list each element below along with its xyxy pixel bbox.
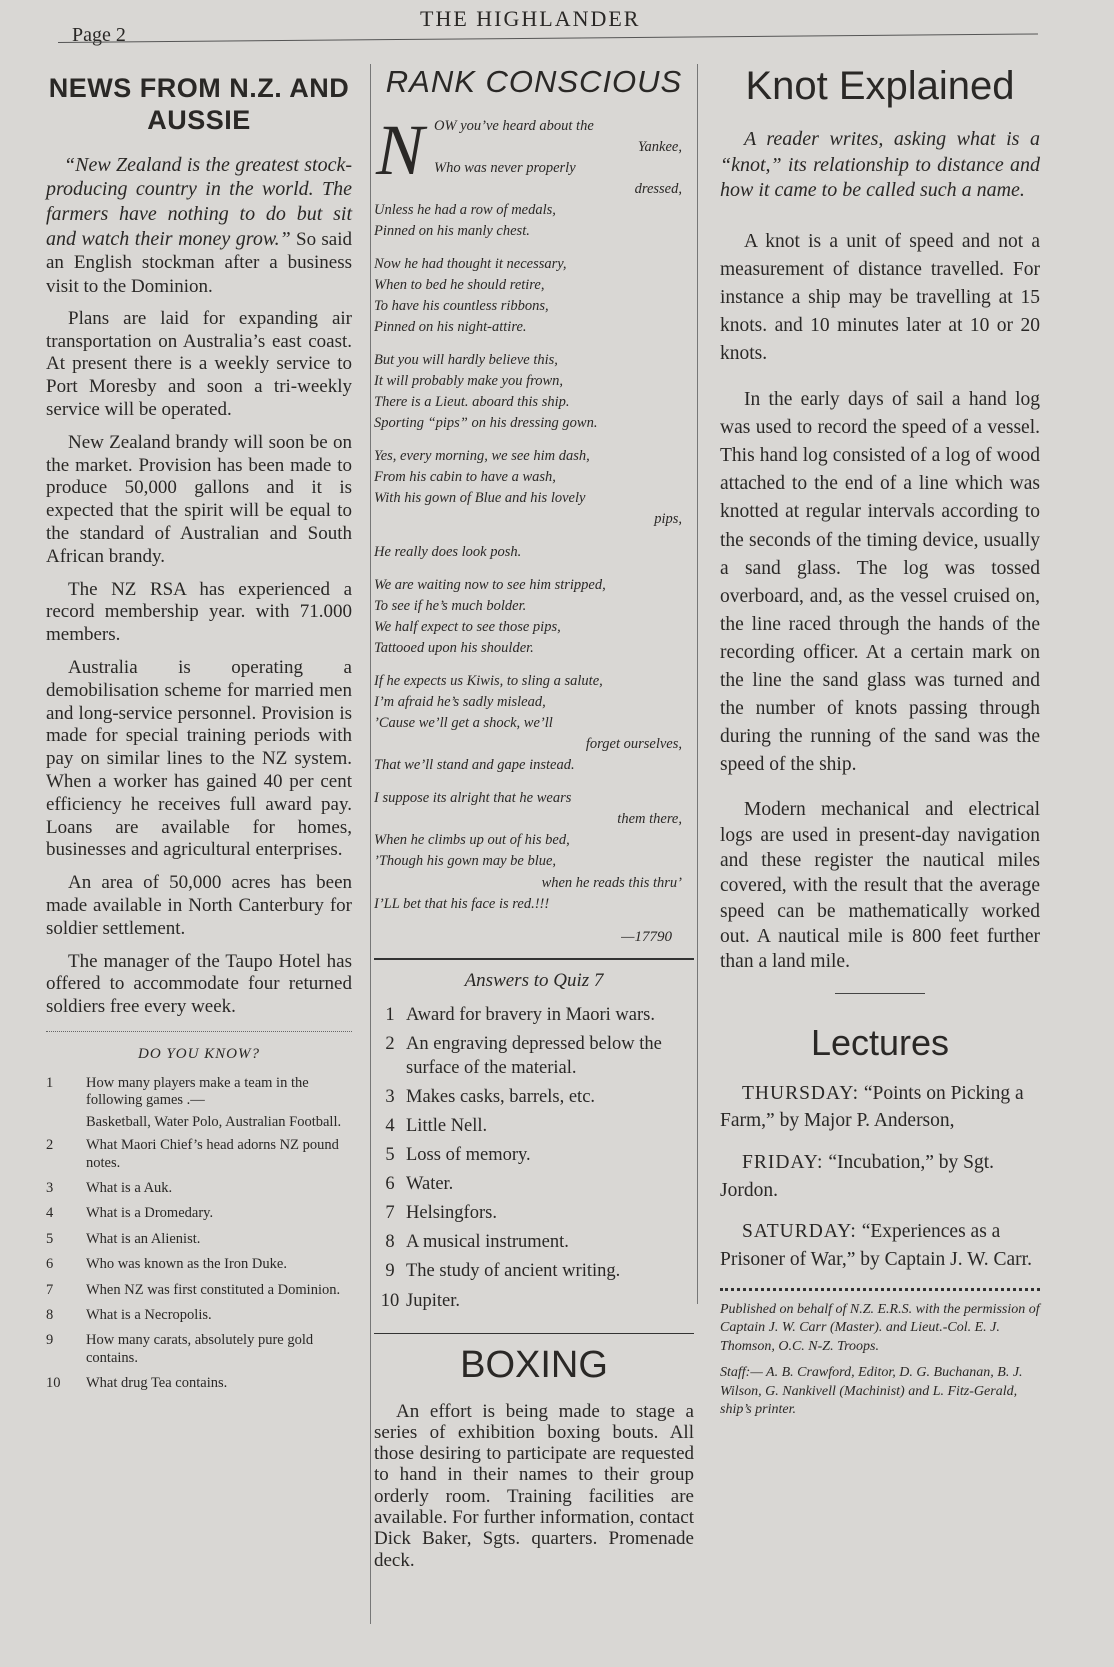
poem-line: We half expect to see those pips, xyxy=(374,619,561,636)
knot-paragraph: Modern mechanical and electrical logs are used in present-day navigation and these register the nautical miles covered, with the result that the average speed can be mathematically worked out. A nautical mile is 800 feet further than a land mile. xyxy=(720,799,1040,973)
poem-line: them there, xyxy=(617,811,682,828)
publisher-note: Published on behalf of N.Z. E.R.S. with the permission of Captain J. W. Carr (Master). and Lieut.-Col. E. J. Thomson, O.C. N-Z. Troops. xyxy=(720,1301,1040,1354)
poem-line: Sporting “pips” on his dressing gown. xyxy=(374,415,598,432)
poem-stanza xyxy=(374,671,694,776)
section-divider xyxy=(374,1333,694,1334)
lecture-day: THURSDAY: xyxy=(742,1082,860,1104)
news-lead-rest: So said an English stockman after a business visit to the Dominion. xyxy=(46,228,352,297)
list-item: 2 What Maori Chief’s head adorns NZ pound notes. xyxy=(46,1137,339,1171)
poem-line: dressed, xyxy=(634,181,682,198)
poem-line: We are waiting now to see him stripped, xyxy=(374,577,606,594)
poem-line: Now he had thought it necessary, xyxy=(374,256,567,273)
lecture-thursday xyxy=(720,1080,1040,1135)
poem-line: I’LL bet that his face is red.!!! xyxy=(374,895,550,912)
page-number: Page 2 xyxy=(72,24,126,46)
poem-line: Unless he had a row of medals, xyxy=(374,202,556,219)
lecture-day: SATURDAY: xyxy=(742,1221,857,1243)
poem-signature: —17790 xyxy=(621,928,672,945)
section-divider xyxy=(46,1031,352,1032)
news-headline: NEWS FROM N.Z. AND AUSSIE xyxy=(48,73,350,136)
list-item-subtext: Basketball, Water Polo, Australian Football. xyxy=(86,1113,342,1130)
list-item: 10 Jupiter. xyxy=(380,1290,460,1311)
newspaper-title: THE HIGHLANDER xyxy=(420,6,641,31)
list-item: 2 An engraving depressed below the surface of the material. xyxy=(385,1034,662,1078)
list-item: 3 What is a Auk. xyxy=(46,1179,173,1196)
poem-line: Pinned on his manly chest. xyxy=(374,223,530,240)
quiz-answers-list xyxy=(374,1004,694,1312)
poem-body xyxy=(374,110,694,948)
news-lead-quote: “New Zealand is the greatest stock-producing country in the world. The farmers have nothing to do but sit and watch their money grow.” xyxy=(46,153,352,250)
poem-line: If he expects us Kiwis, to sling a salute, xyxy=(374,673,603,690)
lecture-friday xyxy=(720,1149,1040,1204)
knot-intro: A reader writes, asking what is a “knot,” its relationship to distance and how it came to be called such a name. xyxy=(720,128,1040,202)
poem-stanza xyxy=(374,350,694,434)
list-item: 9 How many carats, absolutely pure gold contains. xyxy=(46,1332,314,1366)
list-item: 6 Water. xyxy=(385,1174,454,1195)
poem-line: Yankee, xyxy=(637,139,682,156)
poem-line: when he reads this thru’ xyxy=(541,874,682,891)
list-item: 5 Loss of memory. xyxy=(385,1144,531,1165)
section-divider xyxy=(374,958,694,960)
poem-line: When he climbs up out of his bed, xyxy=(374,832,570,849)
list-item: 4 Little Nell. xyxy=(385,1115,488,1136)
news-paragraph: The manager of the Taupo Hotel has offered to accommodate four returned soldiers free every week. xyxy=(46,950,352,1018)
masthead-rule xyxy=(58,33,1038,43)
poem-line: pips, xyxy=(654,511,682,528)
list-item: 1 How many players make a team in the following games .— xyxy=(46,1074,309,1109)
list-item: 8 A musical instrument. xyxy=(385,1232,569,1253)
poem-line: That we’ll stand and gape instead. xyxy=(374,757,575,774)
lecture-text: “Experiences as a Prisoner of War,” by Captain J. W. Carr. xyxy=(720,1221,1032,1271)
news-paragraph: Australia is operating a demobilisation scheme for married men and long-service personnel. Provision is made for special training periods with pay on similar lines to the NZ system. When a worker has gained 40 per cent efficiency he receives full award pay. Loans are available for homes, businesses and agricultural enterprises. xyxy=(46,657,352,861)
poem-line: Who was never properly xyxy=(434,160,576,177)
poem-line: Yes, every morning, we see him dash, xyxy=(374,448,590,465)
poem-stanza xyxy=(374,446,694,530)
column-divider-left xyxy=(370,64,371,1624)
do-you-know-list xyxy=(46,1075,352,1392)
poem-line: There is a Lieut. aboard this ship. xyxy=(374,394,570,411)
poem-stanza xyxy=(374,542,694,563)
list-item: 3 Makes casks, barrels, etc. xyxy=(385,1086,596,1107)
news-paragraph: An area of 50,000 acres has been made available in North Canterbury for soldier settlement. xyxy=(46,872,352,939)
knot-paragraph: A knot is a unit of speed and not a measurement of distance travelled. For instance a ship may be travelling at 15 knots. and 10 minutes later at 10 or 20 knots. xyxy=(720,230,1040,365)
boxing-text: An effort is being made to stage a series of exhibition boxing bouts. All those desiring to participate are requested to hand in their names to their group orderly room. Training facilities are available. For further information, contact Dick Baker, Sgts. quarters. Promenade deck. xyxy=(374,1400,694,1571)
staff-credits: Staff:— A. B. Crawford, Editor, D. G. Buchanan, B. J. Wilson, G. Nankivell (Machinist) and L. Fitz-Gerald, ship’s printer. xyxy=(720,1365,1023,1418)
list-item: 4 What is a Dromedary. xyxy=(46,1205,214,1222)
quiz-answers-title: Answers to Quiz 7 xyxy=(464,970,604,992)
news-paragraph: The NZ RSA has experienced a record membership year. with 71.000 members. xyxy=(46,578,352,646)
poem-line: I suppose its alright that he wears xyxy=(374,790,572,807)
list-item: 1 Award for bravery in Maori wars. xyxy=(385,1005,655,1026)
poem-line: To see if he’s much bolder. xyxy=(374,598,527,615)
lecture-text: “Points on Picking a Farm,” by Major P. Anderson, xyxy=(720,1082,1024,1132)
poem-line: ’Cause we’ll get a shock, we’ll xyxy=(374,715,553,732)
drop-cap: N xyxy=(376,110,425,190)
column-knot-lectures xyxy=(720,64,1040,1428)
column-divider-right xyxy=(697,64,698,1304)
knot-headline: Knot Explained xyxy=(745,64,1015,108)
list-item: 8 What is a Necropolis. xyxy=(46,1306,212,1323)
poem-stanza xyxy=(374,110,694,242)
poem-line: ’Though his gown may be blue, xyxy=(374,853,557,870)
poem-line: It will probably make you frown, xyxy=(374,373,564,390)
lecture-day: FRIDAY: xyxy=(742,1152,824,1174)
poem-line: To have his countless ribbons, xyxy=(374,298,549,315)
list-item: 7 When NZ was first constituted a Dominion. xyxy=(46,1281,341,1298)
poem-line: Tattooed upon his shoulder. xyxy=(374,640,534,657)
do-you-know-title: DO YOU KNOW? xyxy=(137,1045,260,1062)
poem-line: I’m afraid he’s sadly mislead, xyxy=(374,694,546,711)
poem-line: From his cabin to have a wash, xyxy=(374,469,556,486)
poem-line: But you will hardly believe this, xyxy=(374,352,558,369)
poem-line: With his gown of Blue and his lovely xyxy=(374,490,586,507)
list-item: 10 What drug Tea contains. xyxy=(46,1375,228,1392)
section-divider xyxy=(835,993,925,994)
column-poem-quiz xyxy=(374,64,694,1581)
section-divider xyxy=(720,1288,1040,1291)
news-paragraph: Plans are laid for expanding air transportation on Australia’s east coast. At present there is a weekly service to Port Moresby and soon a tri-weekly service will be operated. xyxy=(46,307,352,421)
poem-title: RANK CONSCIOUS xyxy=(385,64,683,99)
poem-line: Pinned on his night-attire. xyxy=(374,319,527,336)
poem-line: forget ourselves, xyxy=(585,736,682,753)
knot-paragraph: In the early days of sail a hand log was used to record the speed of a vessel. This hand log consisted of a log of wood attached to the end of a line which was knotted at regular intervals according to the seconds of the timing device, usually a sand glass. The log was tossed overboard, and, as the vessel cruised on, the line raced through the hands of the recording officer. At a certain mark on the line the sand glass was turned and the number of knots passing through during the running of the sand was the speed of the ship. xyxy=(720,389,1040,776)
list-item: 6 Who was known as the Iron Duke. xyxy=(46,1256,287,1273)
poem-stanza xyxy=(374,254,694,338)
poem-line: OW you’ve heard about the xyxy=(434,118,594,134)
news-lead xyxy=(46,153,352,298)
list-item: 7 Helsingfors. xyxy=(385,1203,497,1224)
news-paragraph: New Zealand brandy will soon be on the market. Provision has been made to produce 50,000 gallons and it is expected that the spirit will be equal to the standard of Australian and South African brandy. xyxy=(46,431,352,567)
poem-line: When to bed he should retire, xyxy=(374,277,545,294)
poem-line: He really does look posh. xyxy=(374,544,522,561)
lecture-saturday xyxy=(720,1218,1040,1273)
poem-stanza xyxy=(374,788,694,914)
lectures-headline: Lectures xyxy=(810,1021,950,1063)
lecture-text: “Incubation,” by Sgt. Jordon. xyxy=(720,1152,995,1201)
poem-stanza xyxy=(374,575,694,659)
column-news xyxy=(46,64,352,1400)
list-item: 5 What is an Alienist. xyxy=(46,1230,201,1247)
list-item: 9 The study of ancient writing. xyxy=(385,1261,621,1282)
boxing-headline: BOXING xyxy=(460,1343,608,1386)
